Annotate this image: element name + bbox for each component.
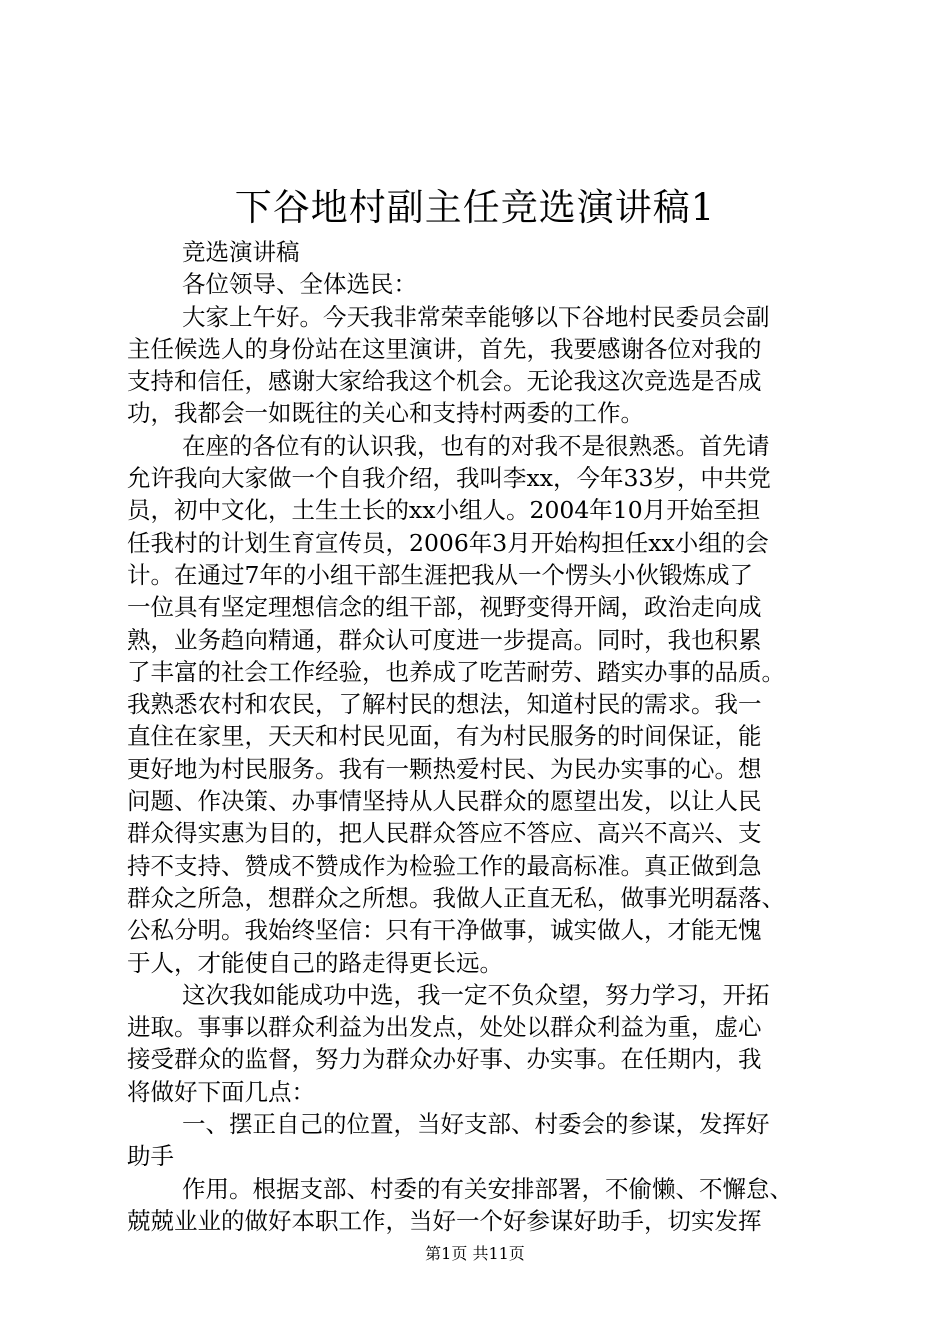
text-line: 于人，才能使自己的路走得更长远。 xyxy=(127,948,503,977)
text-line: 功，我都会一如既往的关心和支持村两委的工作。 xyxy=(127,399,644,428)
text-line: 群众得实惠为目的，把人民群众答应不答应、高兴不高兴、支 xyxy=(127,819,762,848)
text-line: 兢兢业业的做好本职工作，当好一个好参谋好助手，切实发挥 xyxy=(127,1206,762,1235)
text-line: 各位领导、全体选民： xyxy=(182,270,417,299)
text-line: 这次我如能成功中选，我一定不负众望，努力学习，开拓 xyxy=(182,980,770,1009)
text-line: 群众之所急，想群众之所想。我做人正直无私，做事光明磊落、 xyxy=(127,883,785,912)
text-line: 问题、作决策、办事情坚持从人民群众的愿望出发，以让人民 xyxy=(127,787,762,816)
text-line: 一、摆正自己的位置，当好支部、村委会的参谋，发挥好 xyxy=(182,1110,770,1139)
text-line: 任我村的计划生育宣传员，2006年3月开始构担任xx小组的会 xyxy=(127,528,769,557)
text-line: 将做好下面几点： xyxy=(127,1077,315,1106)
text-line: 一位具有坚定理想信念的组干部，视野变得开阔，政治走向成 xyxy=(127,593,762,622)
text-line: 了丰富的社会工作经验，也养成了吃苦耐劳、踏实办事的品质。 xyxy=(127,657,785,686)
text-line: 计。在通过7年的小组干部生涯把我从一个愣头小伙锻炼成了 xyxy=(127,560,753,589)
text-line: 公私分明。我始终坚信：只有干净做事，诚实做人，才能无愧 xyxy=(127,916,762,945)
text-line: 直住在家里，天天和村民见面，有为村民服务的时间保证，能 xyxy=(127,722,762,751)
text-line: 作用。根据支部、村委的有关安排部署，不偷懒、不懈怠、 xyxy=(182,1174,793,1203)
text-line: 熟，业务趋向精通，群众认可度进一步提高。同时，我也积累 xyxy=(127,625,762,654)
text-line: 主任候选人的身份站在这里演讲，首先，我要感谢各位对我的 xyxy=(127,334,762,363)
text-line: 我熟悉农村和农民，了解村民的想法，知道村民的需求。我一 xyxy=(127,690,762,719)
text-line: 持不支持、赞成不赞成作为检验工作的最高标准。真正做到急 xyxy=(127,851,762,880)
text-line: 支持和信任，感谢大家给我这个机会。无论我这次竞选是否成 xyxy=(127,367,762,396)
text-line: 大家上午好。今天我非常荣幸能够以下谷地村民委员会副 xyxy=(182,302,770,331)
document-title: 下谷地村副主任竞选演讲稿1 xyxy=(234,186,716,229)
document-body xyxy=(127,236,831,1237)
text-line: 竞选演讲稿 xyxy=(182,238,300,266)
text-line: 允许我向大家做一个自我介绍，我叫李xx，今年33岁，中共党 xyxy=(127,464,771,493)
text-line: 在座的各位有的认识我，也有的对我不是很熟悉。首先请 xyxy=(182,431,770,460)
text-line: 助手 xyxy=(127,1142,174,1171)
text-line: 进取。事事以群众利益为出发点，处处以群众利益为重，虚心 xyxy=(127,1013,762,1042)
page-footer: 第1页 共11页 xyxy=(425,1244,525,1263)
text-line: 员，初中文化，土生土长的xx小组人。2004年10月开始至担 xyxy=(127,496,761,525)
text-line: 更好地为村民服务。我有一颗热爱村民、为民办实事的心。想 xyxy=(127,754,762,783)
text-line: 接受群众的监督，努力为群众办好事、办实事。在任期内，我 xyxy=(127,1045,762,1074)
